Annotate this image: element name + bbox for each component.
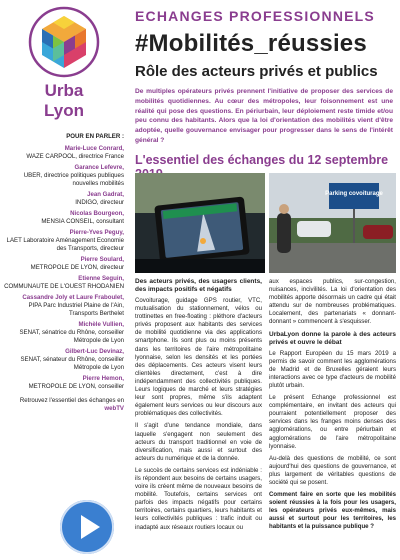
speaker-org: MENSIA CONSEIL, consultant <box>41 218 124 225</box>
speaker-org: INDIGO, directeur <box>75 199 124 206</box>
speaker-org: SENAT, sénatrice du Rhône, conseiller Métropole de Lyon <box>19 329 124 344</box>
header-kicker: ECHANGES PROFESSIONNELS <box>135 8 375 24</box>
speaker-org: WAZE CARPOOL, directrice France <box>26 153 124 160</box>
speaker-item <box>4 294 124 318</box>
paragraph-highlight: Comment faire en sorte que les mobilités soient réussies à la fois pour les usagers, les opérateurs privés eux-mêmes, mais aussi et surtout pour les territoires, les habitants et la puissance publique ? <box>269 491 396 531</box>
speaker-name: Garance Lefevre, <box>74 164 124 171</box>
speaker-org: SENAT, sénateur du Rhône, conseiller Métropole de Lyon <box>20 356 124 371</box>
speaker-name: Nicolas Bourgeon, <box>70 210 124 217</box>
speaker-name: Etienne Seguin, <box>78 275 124 282</box>
speaker-item <box>4 145 124 161</box>
speaker-name: Pierre-Yves Peguy, <box>69 229 124 236</box>
paragraph: Au-delà des questions de mobilité, ce sont aujourd'hui des questions de gouvernance, et plus largement de véritables questions de société qui se posent. <box>269 454 396 486</box>
photo-gps-navigation <box>135 173 265 273</box>
section-heading-essentiel: L'essentiel des échanges du 12 septembre <box>135 153 389 167</box>
speaker-name: Michèle Vullien, <box>78 321 124 328</box>
speaker-item <box>4 191 124 207</box>
webtv-text: Retrouvez l'essentiel des échanges en <box>19 397 124 404</box>
webtv-link[interactable]: webTV <box>104 405 124 412</box>
speaker-org: UBER, directrice politiques publiques nouvelles mobilités <box>23 172 124 187</box>
speaker-org: METROPOLE DE LYON, directeur <box>30 264 124 271</box>
webtv-note <box>4 397 124 413</box>
speaker-name: Cassandre Joly et Laure Fraboulet, <box>22 294 124 301</box>
urbalyon-logo <box>10 6 118 126</box>
speaker-org: METROPOLE DE LYON, conseiller <box>28 383 124 390</box>
speaker-item <box>4 348 124 372</box>
play-icon <box>60 500 114 554</box>
speaker-item <box>4 229 124 253</box>
paragraph: Le succès de certains services est indéniable : ils répondent aux besoins de certains usagers, voire ils créent même de nouveaux besoins de mobilité. Toutefois, certains services ont parfois des impacts négatifs pour certains territoires, certains quartiers, leurs habitants et leurs collectivités publiques : trafic induit ou inadapté aux réseaux routiers locaux ou <box>135 466 262 531</box>
article-column-1 <box>135 278 262 536</box>
page-subtitle: Rôle des acteurs privés et publics <box>135 63 378 80</box>
speaker-item <box>4 256 124 272</box>
speakers-sidebar <box>4 133 124 413</box>
logo-line2: Lyon <box>44 101 84 120</box>
logo-line1: Urba <box>44 81 84 100</box>
speaker-name: Pierre Hemon, <box>82 375 124 382</box>
page-title: #Mobilités_réussies <box>135 30 367 57</box>
photo-parking-covoiturage <box>269 173 396 273</box>
column-2-heading: UrbaLyon donne la parole à des acteurs privés et ouvre le débat <box>269 330 396 346</box>
speaker-item <box>4 275 124 291</box>
sidebar-heading: POUR EN PARLER : <box>66 133 124 140</box>
speaker-item <box>4 210 124 226</box>
paragraph: Le Rapport Européen du 15 mars 2019 a permis de savoir comment les agglomérations de Madrid et de Bruxelles géraient leurs interactions avec ce type d'acteurs de mobilité plutôt urbain. <box>269 349 396 389</box>
webtv-play-button[interactable] <box>60 500 114 554</box>
speaker-org: COMMUNAUTE DE L'OUEST RHODANIEN <box>4 283 124 290</box>
paragraph: Il s'agit d'une tendance mondiale, dans laquelle s'engagent non seulement des acteurs du transport traditionnel en voie de diversification, mais aussi et surtout des acteurs du numérique et de la donnée. <box>135 422 262 462</box>
paragraph: Le présent Echange professionnel est complémentaire, en invitant des acteurs qui pourraient potentiellement proposer des services dans les franges moins denses des agglomérations, ou entre périurbain et agglomérations de l'aire métropolitaine lyonnaise. <box>269 394 396 450</box>
speaker-name: Jean Gadrat, <box>87 191 124 198</box>
speaker-name: Marie-Luce Conrard, <box>64 145 124 152</box>
speaker-item <box>4 375 124 391</box>
article-column-2 <box>269 278 396 536</box>
speaker-org: LAET Laboratoire Aménagement Economie des Transports, directeur <box>6 237 124 252</box>
speaker-item <box>4 321 124 345</box>
parking-sign-text: Parking covoiturage <box>325 191 383 197</box>
speaker-name: Gilbert-Luc Devinaz, <box>65 348 124 355</box>
lead-paragraph: De multiples opérateurs privés prennent l'initiative de proposer des services de mobilités quotidiennes. Au cœur des métropoles, leur foisonnement est une réalité qui pose des questions. En périurbain, leur déploiement reste timide et/ou peu connu des habitants. Alors que la loi d'orientation des mobilités vient d'être adoptée, quelle gouvernance envisager pour progresser dans le sens de l'intérêt général ? <box>135 88 393 144</box>
speaker-name: Pierre Soulard, <box>80 256 124 263</box>
speaker-item <box>4 164 124 188</box>
column-1-heading: Des acteurs privés, des usagers clients, des impacts positifs et négatifs <box>135 278 262 293</box>
speaker-org: PIPA Parc Industriel Plaine de l'Ain, Transports Berthelet <box>28 302 124 317</box>
urbalyon-cube-logo-icon <box>10 6 118 126</box>
paragraph: Covoiturage, guidage GPS routier, VTC, mutualisation du stationnement, vélos ou trottinettes en free-floating : pléthore d'acteurs privés proposent aux habitants des services de mobilité quotidienne via des applications smartphone. Ils sont plus ou moins présents dans les territoires de l'aire métropolitaine lyonnaise, selon les densités et les portées des déplacements. Ces acteurs visent leurs clientèles directement, c'est à dire indépendamment des collectivités publiques. Leurs logiques de marché et leurs stratégies leur sont propres, même s'ils adaptent également leurs services ou leur discours aux problématiques des collectivités. <box>135 297 262 418</box>
paragraph: aux espaces publics, sur-congestion, nuisances, incivilités. La loi d'orientation des mobilités apporte désormais un cadre qui était attendu sur de nombreuses problématiques. Localement, des partenariats « donnant-donnant » commencent à s'esquisser. <box>269 278 396 326</box>
